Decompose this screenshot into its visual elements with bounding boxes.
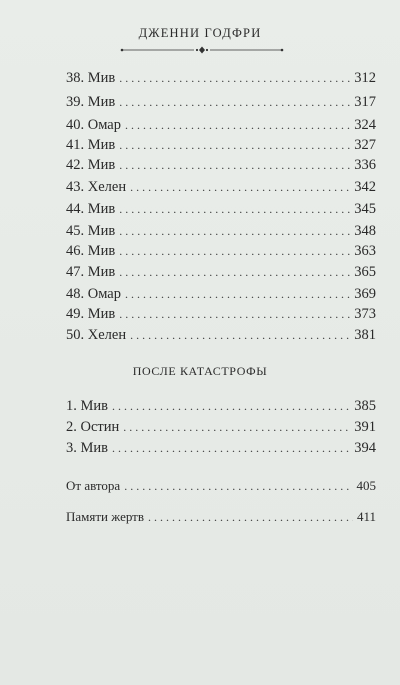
header-ornament — [120, 45, 284, 55]
toc-entry-title: 41. Мив — [66, 137, 116, 153]
toc-entry — [66, 509, 376, 529]
toc-entry-page: 411 — [356, 509, 376, 524]
dot-leader — [125, 118, 350, 133]
toc-entry — [66, 327, 376, 347]
dot-leader — [119, 138, 350, 153]
toc-entry-page: 365 — [354, 264, 376, 280]
dot-leader — [119, 71, 350, 86]
toc-entry-title: 1. Мив — [66, 398, 108, 414]
toc-entry-title: 50. Хелен — [66, 327, 127, 343]
toc-entry-title: 43. Хелен — [66, 179, 127, 195]
toc-entry — [66, 70, 376, 90]
toc-entry-title: 45. Мив — [66, 223, 116, 239]
toc-entry-page: 317 — [354, 94, 376, 110]
toc-entry-page: 312 — [354, 70, 376, 86]
toc-entry — [66, 398, 376, 418]
dot-leader — [112, 441, 350, 456]
toc-entry-page: 405 — [356, 478, 376, 493]
toc-entry-title: 38. Мив — [66, 70, 116, 86]
toc-entry — [66, 306, 376, 326]
toc-entry-title: Памяти жертв — [66, 509, 144, 524]
toc-entry-title: 49. Мив — [66, 306, 116, 322]
toc-entry — [66, 94, 376, 114]
dot-leader — [112, 399, 350, 414]
dot-leader — [119, 158, 350, 173]
dot-leader — [130, 180, 350, 195]
toc-entry-title: 46. Мив — [66, 243, 116, 259]
toc-entry — [66, 157, 376, 177]
toc-entry — [66, 223, 376, 243]
toc-entry-page: 391 — [354, 419, 376, 435]
dot-leader — [119, 307, 350, 322]
dot-leader — [119, 224, 350, 239]
toc-entry-page: 369 — [354, 286, 376, 302]
toc-entry — [66, 179, 376, 199]
dot-leader — [119, 202, 350, 217]
toc-entry-title: 3. Мив — [66, 440, 108, 456]
dot-leader — [119, 95, 350, 110]
toc-entry — [66, 137, 376, 157]
toc-entry-page: 385 — [354, 398, 376, 414]
dot-leader — [123, 420, 350, 435]
toc-entry-page: 336 — [354, 157, 376, 173]
dot-leader — [119, 265, 350, 280]
toc-entry-page: 381 — [354, 327, 376, 343]
toc-entry — [66, 201, 376, 221]
toc-entry-page: 373 — [354, 306, 376, 322]
toc-entry-title: 39. Мив — [66, 94, 116, 110]
dot-leader — [124, 479, 352, 494]
dot-leader — [148, 510, 353, 525]
toc-entry — [66, 243, 376, 263]
toc-entry-title: 48. Омар — [66, 286, 121, 302]
toc-entry-title: От автора — [66, 478, 121, 493]
toc-entry-title: 42. Мив — [66, 157, 116, 173]
toc-entry-page: 345 — [354, 201, 376, 217]
toc-entry-title: 47. Мив — [66, 264, 116, 280]
section-title: ПОСЛЕ КАТАСТРОФЫ — [132, 364, 268, 378]
toc-entry-page: 363 — [354, 243, 376, 259]
toc-entry — [66, 264, 376, 284]
toc-entry-title: 40. Омар — [66, 117, 121, 133]
toc-entry-page: 324 — [354, 117, 376, 133]
toc-entry — [66, 440, 376, 460]
toc-entry-title: 44. Мив — [66, 201, 116, 217]
dot-leader — [119, 244, 350, 259]
toc-entry-page: 348 — [354, 223, 376, 239]
dot-leader — [130, 328, 350, 343]
dot-leader — [125, 287, 350, 302]
running-header: ДЖЕННИ ГОДФРИ — [138, 26, 262, 40]
toc-entry — [66, 478, 376, 498]
toc-entry — [66, 117, 376, 137]
toc-entry-page: 394 — [354, 440, 376, 456]
toc-entry-page: 327 — [354, 137, 376, 153]
toc-entry-page: 342 — [354, 179, 376, 195]
toc-entry — [66, 286, 376, 306]
toc-entry-title: 2. Остин — [66, 419, 120, 435]
toc-entry — [66, 419, 376, 439]
